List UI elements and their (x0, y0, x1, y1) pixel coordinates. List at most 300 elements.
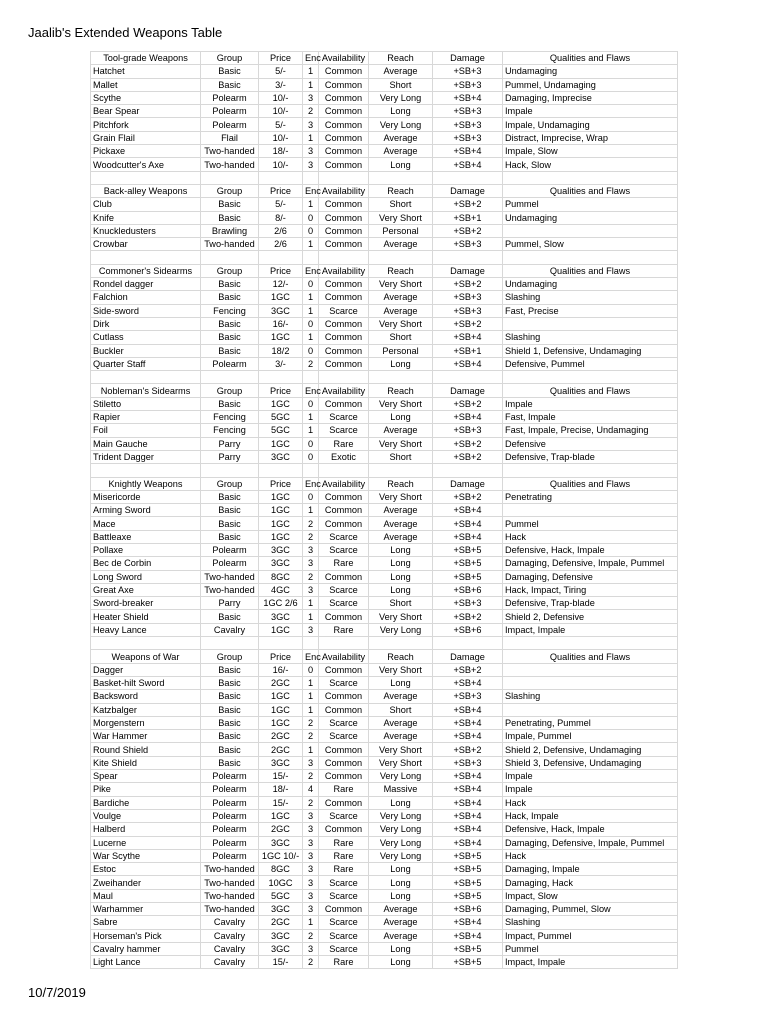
reach-cell: Long (369, 543, 433, 556)
price-cell: 18/2 (259, 344, 303, 357)
damage-cell: +SB+3 (433, 131, 503, 144)
price-cell: 2GC (259, 823, 303, 836)
price-cell: 10/- (259, 105, 303, 118)
weapon-name-cell: Mace (91, 517, 201, 530)
table-row (91, 889, 678, 902)
weapon-name-cell: Voulge (91, 809, 201, 822)
availability-cell: Scarce (319, 889, 369, 902)
reach-cell: Very Long (369, 849, 433, 862)
weapon-name-cell: Cutlass (91, 331, 201, 344)
damage-cell: +SB+4 (433, 836, 503, 849)
group-cell: Polearm (201, 543, 259, 556)
group-cell: Polearm (201, 105, 259, 118)
damage-cell: +SB+5 (433, 863, 503, 876)
price-cell: 1GC (259, 397, 303, 410)
qualities-cell: Undamaging (503, 211, 678, 224)
table-row (91, 929, 678, 942)
weapon-name-cell: Spear (91, 770, 201, 783)
spacer-cell (303, 371, 319, 384)
group-cell: Cavalry (201, 942, 259, 955)
reach-cell: Average (369, 145, 433, 158)
qualities-cell: Damaging, Impale (503, 863, 678, 876)
damage-cell: +SB+1 (433, 344, 503, 357)
reach-cell: Long (369, 105, 433, 118)
qualities-cell: Impale, Slow (503, 145, 678, 158)
availability-cell: Common (319, 291, 369, 304)
column-header: Damage (433, 650, 503, 663)
group-cell: Cavalry (201, 956, 259, 969)
availability-cell: Scarce (319, 916, 369, 929)
weapon-name-cell: Falchion (91, 291, 201, 304)
price-cell: 3GC (259, 450, 303, 463)
table-row (91, 105, 678, 118)
column-header: Price (259, 52, 303, 65)
qualities-cell: Slashing (503, 916, 678, 929)
availability-cell: Common (319, 344, 369, 357)
column-header: Damage (433, 264, 503, 277)
spacer-cell (259, 464, 303, 477)
column-header: Qualities and Flaws (503, 184, 678, 197)
reach-cell: Long (369, 863, 433, 876)
qualities-cell: Hack (503, 849, 678, 862)
section-header-row (91, 477, 678, 490)
damage-cell: +SB+6 (433, 903, 503, 916)
price-cell: 3GC (259, 610, 303, 623)
group-cell: Two-handed (201, 583, 259, 596)
availability-cell: Common (319, 690, 369, 703)
damage-cell: +SB+3 (433, 65, 503, 78)
weapon-name-cell: Quarter Staff (91, 357, 201, 370)
reach-cell: Long (369, 557, 433, 570)
enc-cell: 4 (303, 783, 319, 796)
qualities-cell (503, 504, 678, 517)
qualities-cell (503, 224, 678, 237)
reach-cell: Very Long (369, 809, 433, 822)
enc-cell: 0 (303, 490, 319, 503)
table-row (91, 942, 678, 955)
enc-cell: 3 (303, 876, 319, 889)
section-header-row (91, 384, 678, 397)
qualities-cell: Damaging, Defensive (503, 570, 678, 583)
enc-cell: 0 (303, 344, 319, 357)
price-cell: 18/- (259, 145, 303, 158)
damage-cell: +SB+2 (433, 278, 503, 291)
spacer-cell (319, 371, 369, 384)
group-cell: Basic (201, 211, 259, 224)
weapon-name-cell: Knuckledusters (91, 224, 201, 237)
reach-cell: Very Short (369, 663, 433, 676)
availability-cell: Common (319, 211, 369, 224)
group-cell: Polearm (201, 809, 259, 822)
spacer-cell (303, 171, 319, 184)
damage-cell: +SB+5 (433, 570, 503, 583)
column-header: Enc (303, 52, 319, 65)
section-spacer (91, 371, 678, 384)
availability-cell: Rare (319, 956, 369, 969)
table-row (91, 211, 678, 224)
price-cell: 2GC (259, 730, 303, 743)
damage-cell: +SB+2 (433, 198, 503, 211)
weapon-name-cell: Heavy Lance (91, 623, 201, 636)
weapon-name-cell: Foil (91, 424, 201, 437)
table-row (91, 863, 678, 876)
enc-cell: 0 (303, 224, 319, 237)
reach-cell: Very Short (369, 756, 433, 769)
group-cell: Basic (201, 291, 259, 304)
table-row (91, 238, 678, 251)
section-header-row (91, 264, 678, 277)
qualities-cell: Slashing (503, 690, 678, 703)
qualities-cell (503, 703, 678, 716)
qualities-cell: Impale (503, 397, 678, 410)
column-header: Enc (303, 264, 319, 277)
group-cell: Two-handed (201, 145, 259, 158)
availability-cell: Common (319, 357, 369, 370)
price-cell: 10/- (259, 158, 303, 171)
table-row (91, 397, 678, 410)
enc-cell: 3 (303, 756, 319, 769)
damage-cell: +SB+2 (433, 437, 503, 450)
group-cell: Polearm (201, 91, 259, 104)
group-cell: Polearm (201, 118, 259, 131)
spacer-cell (91, 251, 201, 264)
column-header: Enc (303, 384, 319, 397)
section-title: Weapons of War (91, 650, 201, 663)
table-body (91, 52, 678, 969)
damage-cell: +SB+3 (433, 756, 503, 769)
qualities-cell: Damaging, Hack (503, 876, 678, 889)
qualities-cell: Fast, Impale (503, 411, 678, 424)
enc-cell: 1 (303, 198, 319, 211)
table-row (91, 570, 678, 583)
reach-cell: Average (369, 929, 433, 942)
availability-cell: Scarce (319, 929, 369, 942)
group-cell: Polearm (201, 783, 259, 796)
price-cell: 5GC (259, 411, 303, 424)
price-cell: 4GC (259, 583, 303, 596)
qualities-cell: Hack, Impact, Tiring (503, 583, 678, 596)
enc-cell: 0 (303, 397, 319, 410)
enc-cell: 1 (303, 676, 319, 689)
availability-cell: Common (319, 504, 369, 517)
availability-cell: Common (319, 517, 369, 530)
damage-cell: +SB+2 (433, 224, 503, 237)
reach-cell: Average (369, 424, 433, 437)
qualities-cell: Undamaging (503, 65, 678, 78)
weapon-name-cell: Backsword (91, 690, 201, 703)
price-cell: 12/- (259, 278, 303, 291)
reach-cell: Very Short (369, 437, 433, 450)
weapon-name-cell: Woodcutter's Axe (91, 158, 201, 171)
price-cell: 16/- (259, 663, 303, 676)
enc-cell: 1 (303, 78, 319, 91)
availability-cell: Common (319, 91, 369, 104)
qualities-cell: Impale, Pummel (503, 730, 678, 743)
damage-cell: +SB+2 (433, 490, 503, 503)
reach-cell: Very Short (369, 317, 433, 330)
group-cell: Fencing (201, 304, 259, 317)
availability-cell: Rare (319, 863, 369, 876)
table-row (91, 716, 678, 729)
reach-cell: Average (369, 716, 433, 729)
reach-cell: Long (369, 942, 433, 955)
enc-cell: 3 (303, 849, 319, 862)
damage-cell: +SB+4 (433, 809, 503, 822)
enc-cell: 0 (303, 450, 319, 463)
enc-cell: 1 (303, 597, 319, 610)
table-row (91, 530, 678, 543)
price-cell: 8/- (259, 211, 303, 224)
reach-cell: Long (369, 889, 433, 902)
availability-cell: Scarce (319, 676, 369, 689)
qualities-cell: Defensive (503, 437, 678, 450)
group-cell: Two-handed (201, 158, 259, 171)
damage-cell: +SB+5 (433, 557, 503, 570)
weapon-name-cell: Rapier (91, 411, 201, 424)
enc-cell: 2 (303, 530, 319, 543)
column-header: Reach (369, 650, 433, 663)
availability-cell: Common (319, 105, 369, 118)
table-row (91, 809, 678, 822)
spacer-cell (303, 637, 319, 650)
qualities-cell: Shield 3, Defensive, Undamaging (503, 756, 678, 769)
column-header: Qualities and Flaws (503, 477, 678, 490)
section-spacer (91, 171, 678, 184)
enc-cell: 1 (303, 703, 319, 716)
qualities-cell: Impale (503, 783, 678, 796)
qualities-cell: Impact, Impale (503, 956, 678, 969)
price-cell: 15/- (259, 770, 303, 783)
enc-cell: 3 (303, 903, 319, 916)
enc-cell: 1 (303, 331, 319, 344)
spacer-cell (503, 371, 678, 384)
availability-cell: Common (319, 65, 369, 78)
spacer-cell (433, 464, 503, 477)
damage-cell: +SB+3 (433, 118, 503, 131)
reach-cell: Short (369, 597, 433, 610)
group-cell: Basic (201, 730, 259, 743)
spacer-cell (201, 371, 259, 384)
damage-cell: +SB+3 (433, 291, 503, 304)
price-cell: 8GC (259, 863, 303, 876)
column-header: Qualities and Flaws (503, 384, 678, 397)
weapon-name-cell: Morgenstern (91, 716, 201, 729)
price-cell: 1GC (259, 331, 303, 344)
weapon-name-cell: Dirk (91, 317, 201, 330)
weapon-name-cell: Sabre (91, 916, 201, 929)
price-cell: 18/- (259, 783, 303, 796)
price-cell: 1GC (259, 690, 303, 703)
spacer-cell (201, 251, 259, 264)
column-header: Availability (319, 384, 369, 397)
damage-cell: +SB+4 (433, 703, 503, 716)
enc-cell: 0 (303, 278, 319, 291)
qualities-cell (503, 663, 678, 676)
table-row (91, 916, 678, 929)
damage-cell: +SB+4 (433, 331, 503, 344)
weapon-name-cell: Long Sword (91, 570, 201, 583)
spacer-cell (91, 171, 201, 184)
damage-cell: +SB+4 (433, 796, 503, 809)
column-header: Group (201, 650, 259, 663)
group-cell: Basic (201, 743, 259, 756)
reach-cell: Average (369, 65, 433, 78)
qualities-cell: Defensive, Hack, Impale (503, 823, 678, 836)
group-cell: Basic (201, 78, 259, 91)
price-cell: 3GC (259, 543, 303, 556)
table-row (91, 78, 678, 91)
damage-cell: +SB+4 (433, 91, 503, 104)
damage-cell: +SB+2 (433, 317, 503, 330)
damage-cell: +SB+5 (433, 876, 503, 889)
weapon-name-cell: Main Gauche (91, 437, 201, 450)
section-title: Nobleman's Sidearms (91, 384, 201, 397)
column-header: Qualities and Flaws (503, 650, 678, 663)
availability-cell: Scarce (319, 543, 369, 556)
weapon-name-cell: Great Axe (91, 583, 201, 596)
weapon-name-cell: Heater Shield (91, 610, 201, 623)
group-cell: Two-handed (201, 889, 259, 902)
table-row (91, 91, 678, 104)
table-row (91, 756, 678, 769)
price-cell: 1GC (259, 703, 303, 716)
reach-cell: Very Short (369, 397, 433, 410)
qualities-cell: Impact, Slow (503, 889, 678, 902)
qualities-cell: Pummel (503, 517, 678, 530)
group-cell: Basic (201, 317, 259, 330)
price-cell: 3GC (259, 903, 303, 916)
enc-cell: 2 (303, 357, 319, 370)
availability-cell: Scarce (319, 716, 369, 729)
reach-cell: Very Short (369, 490, 433, 503)
price-cell: 15/- (259, 796, 303, 809)
weapon-name-cell: Warhammer (91, 903, 201, 916)
price-cell: 1GC (259, 809, 303, 822)
availability-cell: Rare (319, 557, 369, 570)
enc-cell: 0 (303, 437, 319, 450)
availability-cell: Scarce (319, 876, 369, 889)
spacer-cell (259, 637, 303, 650)
qualities-cell: Hack, Impale (503, 809, 678, 822)
enc-cell: 3 (303, 863, 319, 876)
spacer-cell (259, 251, 303, 264)
availability-cell: Common (319, 78, 369, 91)
weapon-name-cell: Hatchet (91, 65, 201, 78)
price-cell: 16/- (259, 317, 303, 330)
column-header: Availability (319, 52, 369, 65)
weapon-name-cell: Estoc (91, 863, 201, 876)
enc-cell: 3 (303, 557, 319, 570)
damage-cell: +SB+3 (433, 238, 503, 251)
weapon-name-cell: Dagger (91, 663, 201, 676)
enc-cell: 3 (303, 836, 319, 849)
damage-cell: +SB+4 (433, 716, 503, 729)
group-cell: Polearm (201, 557, 259, 570)
table-row (91, 730, 678, 743)
group-cell: Basic (201, 690, 259, 703)
price-cell: 2GC (259, 676, 303, 689)
reach-cell: Average (369, 291, 433, 304)
column-header: Damage (433, 384, 503, 397)
price-cell: 10GC (259, 876, 303, 889)
availability-cell: Common (319, 610, 369, 623)
spacer-cell (319, 171, 369, 184)
group-cell: Basic (201, 517, 259, 530)
group-cell: Basic (201, 490, 259, 503)
spacer-cell (369, 371, 433, 384)
damage-cell: +SB+2 (433, 397, 503, 410)
enc-cell: 3 (303, 583, 319, 596)
weapon-name-cell: Zweihander (91, 876, 201, 889)
weapon-name-cell: Bec de Corbin (91, 557, 201, 570)
section-title: Knightly Weapons (91, 477, 201, 490)
weapon-name-cell: Cavalry hammer (91, 942, 201, 955)
enc-cell: 1 (303, 411, 319, 424)
enc-cell: 1 (303, 610, 319, 623)
spacer-cell (369, 464, 433, 477)
availability-cell: Common (319, 796, 369, 809)
group-cell: Basic (201, 65, 259, 78)
spacer-cell (369, 637, 433, 650)
table-row (91, 690, 678, 703)
spacer-cell (503, 637, 678, 650)
reach-cell: Very Short (369, 610, 433, 623)
price-cell: 10/- (259, 131, 303, 144)
column-header: Group (201, 477, 259, 490)
spacer-cell (369, 251, 433, 264)
table-row (91, 118, 678, 131)
spacer-cell (303, 251, 319, 264)
weapon-name-cell: Side-sword (91, 304, 201, 317)
table-row (91, 304, 678, 317)
price-cell: 1GC (259, 291, 303, 304)
table-row (91, 543, 678, 556)
reach-cell: Average (369, 517, 433, 530)
section-spacer (91, 637, 678, 650)
weapon-name-cell: Bardiche (91, 796, 201, 809)
group-cell: Cavalry (201, 929, 259, 942)
qualities-cell: Hack, Slow (503, 158, 678, 171)
column-header: Reach (369, 264, 433, 277)
table-row (91, 424, 678, 437)
damage-cell: +SB+6 (433, 623, 503, 636)
enc-cell: 3 (303, 889, 319, 902)
damage-cell: +SB+4 (433, 823, 503, 836)
qualities-cell: Slashing (503, 331, 678, 344)
column-header: Availability (319, 264, 369, 277)
damage-cell: +SB+4 (433, 770, 503, 783)
reach-cell: Long (369, 956, 433, 969)
damage-cell: +SB+4 (433, 916, 503, 929)
price-cell: 3GC (259, 304, 303, 317)
availability-cell: Common (319, 903, 369, 916)
weapon-name-cell: War Scythe (91, 849, 201, 862)
group-cell: Flail (201, 131, 259, 144)
qualities-cell: Defensive, Pummel (503, 357, 678, 370)
table-row (91, 796, 678, 809)
group-cell: Basic (201, 397, 259, 410)
damage-cell: +SB+3 (433, 304, 503, 317)
price-cell: 8GC (259, 570, 303, 583)
table-row (91, 291, 678, 304)
qualities-cell: Impale, Undamaging (503, 118, 678, 131)
damage-cell: +SB+4 (433, 730, 503, 743)
table-row (91, 597, 678, 610)
group-cell: Parry (201, 450, 259, 463)
damage-cell: +SB+4 (433, 783, 503, 796)
weapon-name-cell: Kite Shield (91, 756, 201, 769)
weapon-name-cell: Trident Dagger (91, 450, 201, 463)
